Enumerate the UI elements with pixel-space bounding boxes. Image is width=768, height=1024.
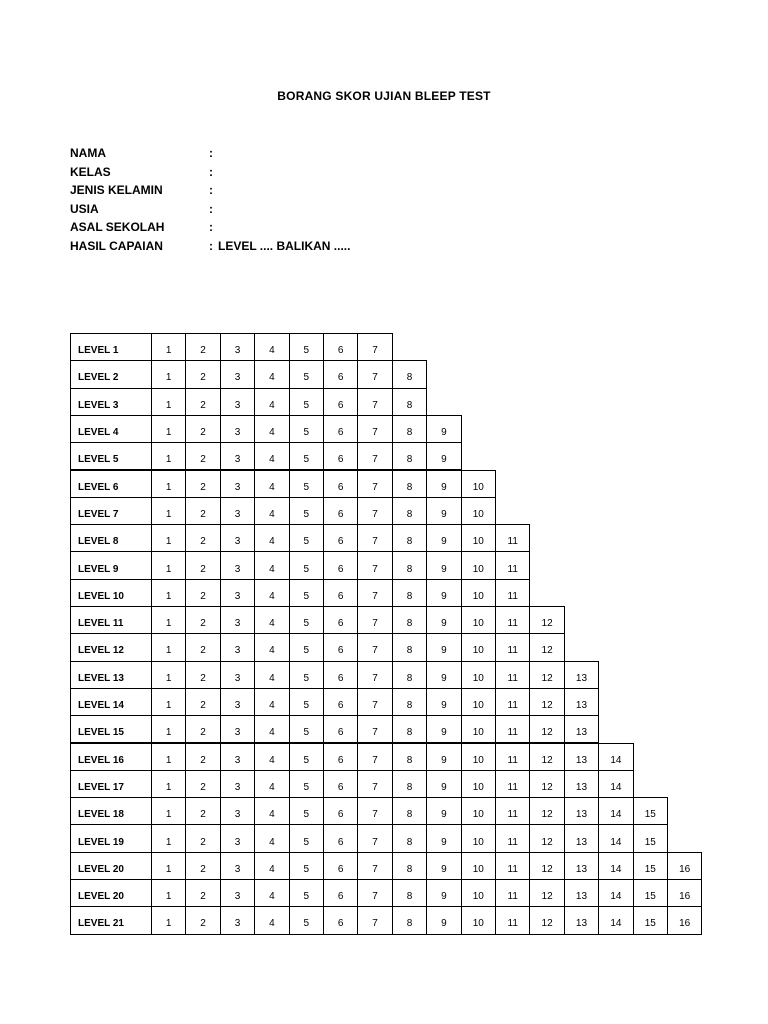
shuttle-cell[interactable]: 7 (357, 770, 392, 798)
shuttle-cell[interactable]: 15 (633, 906, 668, 934)
shuttle-cell[interactable]: 7 (357, 715, 392, 743)
shuttle-cell[interactable]: 6 (323, 661, 358, 689)
shuttle-cell[interactable]: 6 (323, 906, 358, 934)
shuttle-cell[interactable]: 4 (254, 824, 289, 852)
shuttle-cell[interactable]: 6 (323, 497, 358, 525)
shuttle-cell[interactable]: 13 (564, 688, 599, 716)
shuttle-cell[interactable]: 5 (289, 661, 324, 689)
shuttle-cell[interactable]: 2 (185, 551, 220, 579)
shuttle-cell[interactable]: 7 (357, 743, 392, 771)
shuttle-cell[interactable]: 7 (357, 633, 392, 661)
shuttle-cell[interactable]: 8 (392, 661, 427, 689)
field-colon: : (209, 201, 213, 216)
shuttle-cell[interactable]: 1 (151, 743, 186, 771)
shuttle-cell[interactable]: 11 (495, 879, 530, 907)
shuttle-cell[interactable]: 3 (220, 879, 255, 907)
shuttle-cell[interactable]: 6 (323, 524, 358, 552)
shuttle-cell[interactable]: 5 (289, 497, 324, 525)
shuttle-cell[interactable]: 10 (461, 743, 496, 771)
shuttle-cell[interactable]: 4 (254, 524, 289, 552)
shuttle-cell[interactable]: 4 (254, 551, 289, 579)
shuttle-cell[interactable]: 2 (185, 824, 220, 852)
shuttle-cell[interactable]: 6 (323, 715, 358, 743)
shuttle-cell[interactable]: 7 (357, 360, 392, 388)
shuttle-cell[interactable]: 13 (564, 661, 599, 689)
shuttle-cell[interactable]: 3 (220, 470, 255, 498)
shuttle-cell[interactable]: 10 (461, 906, 496, 934)
shuttle-cell[interactable]: 2 (185, 579, 220, 607)
shuttle-cell[interactable]: 2 (185, 688, 220, 716)
shuttle-cell[interactable]: 4 (254, 333, 289, 361)
shuttle-cell[interactable]: 6 (323, 360, 358, 388)
shuttle-cell[interactable]: 13 (564, 743, 599, 771)
shuttle-cell[interactable]: 8 (392, 606, 427, 634)
shuttle-cell[interactable]: 2 (185, 333, 220, 361)
shuttle-cell[interactable]: 6 (323, 824, 358, 852)
shuttle-cell[interactable]: 3 (220, 388, 255, 416)
shuttle-cell[interactable]: 7 (357, 606, 392, 634)
shuttle-cell[interactable]: 8 (392, 824, 427, 852)
shuttle-cell[interactable]: 6 (323, 633, 358, 661)
shuttle-cell[interactable]: 3 (220, 551, 255, 579)
shuttle-cell[interactable]: 2 (185, 906, 220, 934)
shuttle-cell[interactable]: 11 (495, 715, 530, 743)
level-label: LEVEL 5 (70, 442, 152, 470)
shuttle-cell[interactable]: 1 (151, 824, 186, 852)
shuttle-cell[interactable]: 3 (220, 415, 255, 443)
shuttle-cell[interactable]: 6 (323, 442, 358, 470)
shuttle-cell[interactable]: 9 (426, 551, 461, 579)
shuttle-cell[interactable]: 2 (185, 388, 220, 416)
shuttle-cell[interactable]: 13 (564, 824, 599, 852)
shuttle-cell[interactable]: 2 (185, 415, 220, 443)
shuttle-cell[interactable]: 6 (323, 333, 358, 361)
shuttle-cell[interactable]: 9 (426, 661, 461, 689)
shuttle-cell[interactable]: 14 (598, 824, 633, 852)
shuttle-cell[interactable]: 1 (151, 606, 186, 634)
shuttle-cell[interactable]: 10 (461, 879, 496, 907)
shuttle-cell[interactable]: 8 (392, 633, 427, 661)
shuttle-cell[interactable]: 8 (392, 770, 427, 798)
shuttle-cell[interactable]: 1 (151, 388, 186, 416)
shuttle-cell[interactable]: 1 (151, 797, 186, 825)
shuttle-cell[interactable]: 4 (254, 470, 289, 498)
shuttle-cell[interactable]: 11 (495, 797, 530, 825)
shuttle-cell[interactable]: 15 (633, 879, 668, 907)
shuttle-cell[interactable]: 4 (254, 442, 289, 470)
shuttle-cell[interactable]: 11 (495, 579, 530, 607)
shuttle-cell[interactable]: 1 (151, 715, 186, 743)
level-label: LEVEL 20 (70, 852, 152, 880)
shuttle-cell[interactable]: 6 (323, 743, 358, 771)
shuttle-cell[interactable]: 3 (220, 606, 255, 634)
shuttle-cell[interactable]: 10 (461, 852, 496, 880)
shuttle-cell[interactable]: 10 (461, 633, 496, 661)
shuttle-cell[interactable]: 10 (461, 579, 496, 607)
shuttle-cell[interactable]: 12 (529, 688, 564, 716)
shuttle-cell[interactable]: 7 (357, 333, 392, 361)
shuttle-cell[interactable]: 6 (323, 797, 358, 825)
shuttle-cell[interactable]: 12 (529, 824, 564, 852)
shuttle-cell[interactable]: 4 (254, 415, 289, 443)
shuttle-cell[interactable]: 9 (426, 470, 461, 498)
shuttle-cell[interactable]: 5 (289, 743, 324, 771)
shuttle-cell[interactable]: 10 (461, 524, 496, 552)
shuttle-cell[interactable]: 9 (426, 415, 461, 443)
shuttle-cell[interactable]: 3 (220, 333, 255, 361)
shuttle-cell[interactable]: 7 (357, 415, 392, 443)
shuttle-cell[interactable]: 4 (254, 497, 289, 525)
shuttle-cell[interactable]: 12 (529, 770, 564, 798)
level-label: LEVEL 1 (70, 333, 152, 361)
shuttle-cell[interactable]: 1 (151, 906, 186, 934)
shuttle-cell[interactable]: 9 (426, 606, 461, 634)
level-label: LEVEL 10 (70, 579, 152, 607)
shuttle-cell[interactable]: 3 (220, 770, 255, 798)
shuttle-cell[interactable]: 9 (426, 688, 461, 716)
shuttle-cell[interactable]: 3 (220, 497, 255, 525)
shuttle-cell[interactable]: 1 (151, 633, 186, 661)
shuttle-cell[interactable]: 4 (254, 770, 289, 798)
shuttle-cell[interactable]: 7 (357, 879, 392, 907)
shuttle-cell[interactable]: 5 (289, 360, 324, 388)
field-label: HASIL CAPAIAN (70, 238, 163, 253)
level-label: LEVEL 18 (70, 797, 152, 825)
shuttle-cell[interactable]: 13 (564, 852, 599, 880)
shuttle-cell[interactable]: 6 (323, 551, 358, 579)
shuttle-cell[interactable]: 14 (598, 797, 633, 825)
shuttle-cell[interactable]: 7 (357, 470, 392, 498)
shuttle-cell[interactable]: 5 (289, 688, 324, 716)
shuttle-cell[interactable]: 13 (564, 770, 599, 798)
shuttle-cell[interactable]: 2 (185, 797, 220, 825)
shuttle-cell[interactable]: 14 (598, 906, 633, 934)
field-label: USIA (70, 201, 99, 216)
shuttle-cell[interactable]: 7 (357, 906, 392, 934)
shuttle-cell[interactable]: 6 (323, 606, 358, 634)
shuttle-cell[interactable]: 2 (185, 852, 220, 880)
shuttle-cell[interactable]: 3 (220, 633, 255, 661)
shuttle-cell[interactable]: 15 (633, 797, 668, 825)
shuttle-cell[interactable]: 5 (289, 824, 324, 852)
shuttle-cell[interactable]: 7 (357, 797, 392, 825)
shuttle-cell[interactable]: 4 (254, 906, 289, 934)
shuttle-cell[interactable]: 7 (357, 388, 392, 416)
shuttle-cell[interactable]: 12 (529, 879, 564, 907)
shuttle-cell[interactable]: 13 (564, 715, 599, 743)
shuttle-cell[interactable]: 7 (357, 442, 392, 470)
field-label: JENIS KELAMIN (70, 183, 163, 198)
shuttle-cell[interactable]: 1 (151, 415, 186, 443)
shuttle-cell[interactable]: 8 (392, 879, 427, 907)
shuttle-cell[interactable]: 1 (151, 360, 186, 388)
shuttle-cell[interactable]: 3 (220, 661, 255, 689)
shuttle-cell[interactable]: 4 (254, 606, 289, 634)
shuttle-cell[interactable]: 7 (357, 824, 392, 852)
shuttle-cell[interactable]: 11 (495, 524, 530, 552)
level-label: LEVEL 21 (70, 906, 152, 934)
shuttle-cell[interactable]: 2 (185, 606, 220, 634)
shuttle-cell[interactable]: 2 (185, 497, 220, 525)
shuttle-cell[interactable]: 16 (667, 852, 702, 880)
level-label: LEVEL 11 (70, 606, 152, 634)
shuttle-cell[interactable]: 2 (185, 442, 220, 470)
shuttle-cell[interactable]: 6 (323, 879, 358, 907)
field-value: LEVEL .... BALIKAN ..... (218, 238, 351, 253)
shuttle-cell[interactable]: 12 (529, 606, 564, 634)
shuttle-cell[interactable]: 11 (495, 551, 530, 579)
level-label: LEVEL 6 (70, 470, 152, 498)
shuttle-cell[interactable]: 2 (185, 470, 220, 498)
level-label: LEVEL 8 (70, 524, 152, 552)
shuttle-cell[interactable]: 15 (633, 824, 668, 852)
shuttle-cell[interactable]: 5 (289, 770, 324, 798)
shuttle-cell[interactable]: 13 (564, 797, 599, 825)
shuttle-cell[interactable]: 2 (185, 770, 220, 798)
field-colon: : (209, 146, 213, 160)
shuttle-cell[interactable]: 16 (667, 906, 702, 934)
shuttle-cell[interactable]: 3 (220, 906, 255, 934)
shuttle-cell[interactable]: 4 (254, 661, 289, 689)
shuttle-cell[interactable]: 5 (289, 633, 324, 661)
shuttle-cell[interactable]: 7 (357, 524, 392, 552)
shuttle-cell[interactable]: 8 (392, 470, 427, 498)
shuttle-cell[interactable]: 3 (220, 688, 255, 716)
shuttle-cell[interactable]: 11 (495, 770, 530, 798)
shuttle-cell[interactable]: 3 (220, 524, 255, 552)
shuttle-cell[interactable]: 10 (461, 606, 496, 634)
shuttle-cell[interactable]: 8 (392, 360, 427, 388)
shuttle-cell[interactable]: 9 (426, 715, 461, 743)
shuttle-cell[interactable]: 5 (289, 470, 324, 498)
shuttle-cell[interactable]: 2 (185, 743, 220, 771)
shuttle-cell[interactable]: 10 (461, 824, 496, 852)
level-label: LEVEL 15 (70, 715, 152, 743)
shuttle-cell[interactable]: 5 (289, 415, 324, 443)
shuttle-cell[interactable]: 8 (392, 688, 427, 716)
shuttle-cell[interactable]: 8 (392, 524, 427, 552)
shuttle-cell[interactable]: 9 (426, 633, 461, 661)
shuttle-cell[interactable]: 8 (392, 797, 427, 825)
shuttle-cell[interactable]: 8 (392, 743, 427, 771)
level-label: LEVEL 16 (70, 743, 152, 771)
shuttle-cell[interactable]: 4 (254, 579, 289, 607)
shuttle-cell[interactable]: 10 (461, 470, 496, 498)
shuttle-cell[interactable]: 5 (289, 797, 324, 825)
shuttle-cell[interactable]: 6 (323, 770, 358, 798)
shuttle-cell[interactable]: 8 (392, 497, 427, 525)
shuttle-cell[interactable]: 1 (151, 551, 186, 579)
shuttle-cell[interactable]: 1 (151, 497, 186, 525)
shuttle-cell[interactable]: 9 (426, 852, 461, 880)
shuttle-cell[interactable]: 10 (461, 770, 496, 798)
shuttle-cell[interactable]: 1 (151, 333, 186, 361)
shuttle-cell[interactable]: 11 (495, 688, 530, 716)
shuttle-cell[interactable]: 10 (461, 497, 496, 525)
shuttle-cell[interactable]: 3 (220, 579, 255, 607)
shuttle-cell[interactable]: 2 (185, 715, 220, 743)
shuttle-cell[interactable]: 11 (495, 743, 530, 771)
shuttle-cell[interactable]: 4 (254, 388, 289, 416)
shuttle-cell[interactable]: 5 (289, 715, 324, 743)
shuttle-cell[interactable]: 14 (598, 743, 633, 771)
shuttle-cell[interactable]: 6 (323, 388, 358, 416)
shuttle-cell[interactable]: 9 (426, 770, 461, 798)
field-colon: : (209, 164, 213, 179)
field-label: KELAS (70, 164, 111, 179)
shuttle-cell[interactable]: 9 (426, 579, 461, 607)
level-label: LEVEL 19 (70, 824, 152, 852)
level-label: LEVEL 7 (70, 497, 152, 525)
shuttle-cell[interactable]: 1 (151, 770, 186, 798)
shuttle-cell[interactable]: 11 (495, 661, 530, 689)
shuttle-cell[interactable]: 7 (357, 852, 392, 880)
shuttle-cell[interactable]: 12 (529, 633, 564, 661)
shuttle-cell[interactable]: 5 (289, 524, 324, 552)
shuttle-cell[interactable]: 14 (598, 770, 633, 798)
shuttle-cell[interactable]: 13 (564, 906, 599, 934)
shuttle-cell[interactable]: 8 (392, 715, 427, 743)
shuttle-cell[interactable]: 15 (633, 852, 668, 880)
shuttle-cell[interactable]: 1 (151, 524, 186, 552)
shuttle-cell[interactable]: 1 (151, 442, 186, 470)
shuttle-cell[interactable]: 1 (151, 852, 186, 880)
shuttle-cell[interactable]: 6 (323, 470, 358, 498)
shuttle-cell[interactable]: 2 (185, 661, 220, 689)
shuttle-cell[interactable]: 1 (151, 688, 186, 716)
shuttle-cell[interactable]: 6 (323, 579, 358, 607)
shuttle-cell[interactable]: 6 (323, 688, 358, 716)
shuttle-cell[interactable]: 4 (254, 879, 289, 907)
shuttle-cell[interactable]: 7 (357, 551, 392, 579)
shuttle-cell[interactable]: 4 (254, 633, 289, 661)
level-label: LEVEL 2 (70, 360, 152, 388)
shuttle-cell[interactable]: 5 (289, 879, 324, 907)
shuttle-cell[interactable]: 9 (426, 824, 461, 852)
shuttle-cell[interactable]: 5 (289, 606, 324, 634)
shuttle-cell[interactable]: 5 (289, 579, 324, 607)
shuttle-cell[interactable]: 13 (564, 879, 599, 907)
shuttle-cell[interactable]: 11 (495, 633, 530, 661)
shuttle-cell[interactable]: 2 (185, 633, 220, 661)
shuttle-cell[interactable]: 7 (357, 497, 392, 525)
shuttle-cell[interactable]: 7 (357, 661, 392, 689)
shuttle-cell[interactable]: 4 (254, 743, 289, 771)
level-label: LEVEL 13 (70, 661, 152, 689)
shuttle-cell[interactable]: 8 (392, 388, 427, 416)
shuttle-cell[interactable]: 9 (426, 442, 461, 470)
shuttle-cell[interactable]: 4 (254, 715, 289, 743)
shuttle-cell[interactable]: 1 (151, 579, 186, 607)
shuttle-cell[interactable]: 9 (426, 906, 461, 934)
shuttle-cell[interactable]: 4 (254, 688, 289, 716)
shuttle-cell[interactable]: 3 (220, 360, 255, 388)
shuttle-cell[interactable]: 4 (254, 797, 289, 825)
shuttle-cell[interactable]: 10 (461, 797, 496, 825)
shuttle-cell[interactable]: 9 (426, 497, 461, 525)
shuttle-cell[interactable]: 3 (220, 852, 255, 880)
shuttle-cell[interactable]: 5 (289, 388, 324, 416)
shuttle-cell[interactable]: 5 (289, 442, 324, 470)
shuttle-cell[interactable]: 2 (185, 524, 220, 552)
shuttle-cell[interactable]: 5 (289, 906, 324, 934)
level-label: LEVEL 12 (70, 633, 152, 661)
level-label: LEVEL 3 (70, 388, 152, 416)
shuttle-cell[interactable]: 3 (220, 797, 255, 825)
level-label: LEVEL 20 (70, 879, 152, 907)
shuttle-cell[interactable]: 8 (392, 852, 427, 880)
shuttle-cell[interactable]: 11 (495, 606, 530, 634)
shuttle-cell[interactable]: 10 (461, 551, 496, 579)
level-label: LEVEL 4 (70, 415, 152, 443)
shuttle-cell[interactable]: 12 (529, 852, 564, 880)
shuttle-cell[interactable]: 5 (289, 551, 324, 579)
shuttle-cell[interactable]: 4 (254, 360, 289, 388)
field-colon: : (209, 183, 213, 198)
shuttle-cell[interactable]: 12 (529, 797, 564, 825)
shuttle-cell[interactable]: 4 (254, 852, 289, 880)
shuttle-cell[interactable]: 3 (220, 824, 255, 852)
shuttle-cell[interactable]: 7 (357, 688, 392, 716)
shuttle-cell[interactable]: 1 (151, 661, 186, 689)
level-label: LEVEL 9 (70, 551, 152, 579)
shuttle-cell[interactable]: 6 (323, 852, 358, 880)
shuttle-cell[interactable]: 8 (392, 579, 427, 607)
shuttle-cell[interactable]: 14 (598, 879, 633, 907)
field-colon: : (209, 238, 213, 253)
shuttle-cell[interactable]: 9 (426, 524, 461, 552)
level-label: LEVEL 14 (70, 688, 152, 716)
shuttle-cell[interactable]: 2 (185, 879, 220, 907)
shuttle-cell[interactable]: 6 (323, 415, 358, 443)
shuttle-cell[interactable]: 10 (461, 715, 496, 743)
shuttle-cell[interactable]: 2 (185, 360, 220, 388)
shuttle-cell[interactable]: 12 (529, 906, 564, 934)
level-label: LEVEL 17 (70, 770, 152, 798)
shuttle-cell[interactable]: 1 (151, 879, 186, 907)
shuttle-cell[interactable]: 1 (151, 470, 186, 498)
shuttle-cell[interactable]: 10 (461, 688, 496, 716)
shuttle-cell[interactable]: 10 (461, 661, 496, 689)
shuttle-cell[interactable]: 14 (598, 852, 633, 880)
shuttle-cell[interactable]: 9 (426, 879, 461, 907)
shuttle-cell[interactable]: 11 (495, 906, 530, 934)
shuttle-cell[interactable]: 3 (220, 715, 255, 743)
shuttle-cell[interactable]: 3 (220, 442, 255, 470)
shuttle-cell[interactable]: 9 (426, 797, 461, 825)
shuttle-cell[interactable]: 12 (529, 743, 564, 771)
shuttle-cell[interactable]: 3 (220, 743, 255, 771)
shuttle-cell[interactable]: 7 (357, 579, 392, 607)
shuttle-cell[interactable]: 8 (392, 415, 427, 443)
form-title: BORANG SKOR UJIAN BLEEP TEST (277, 89, 491, 103)
field-colon: : (209, 220, 213, 235)
shuttle-cell[interactable]: 8 (392, 551, 427, 579)
shuttle-cell[interactable]: 11 (495, 852, 530, 880)
shuttle-cell[interactable]: 12 (529, 715, 564, 743)
field-label: ASAL SEKOLAH (70, 220, 165, 235)
shuttle-cell[interactable]: 5 (289, 852, 324, 880)
shuttle-cell[interactable]: 8 (392, 906, 427, 934)
shuttle-cell[interactable]: 12 (529, 661, 564, 689)
shuttle-cell[interactable]: 9 (426, 743, 461, 771)
field-label: NAMA (70, 146, 106, 160)
shuttle-cell[interactable]: 5 (289, 333, 324, 361)
shuttle-cell[interactable]: 16 (667, 879, 702, 907)
shuttle-cell[interactable]: 11 (495, 824, 530, 852)
shuttle-cell[interactable]: 8 (392, 442, 427, 470)
